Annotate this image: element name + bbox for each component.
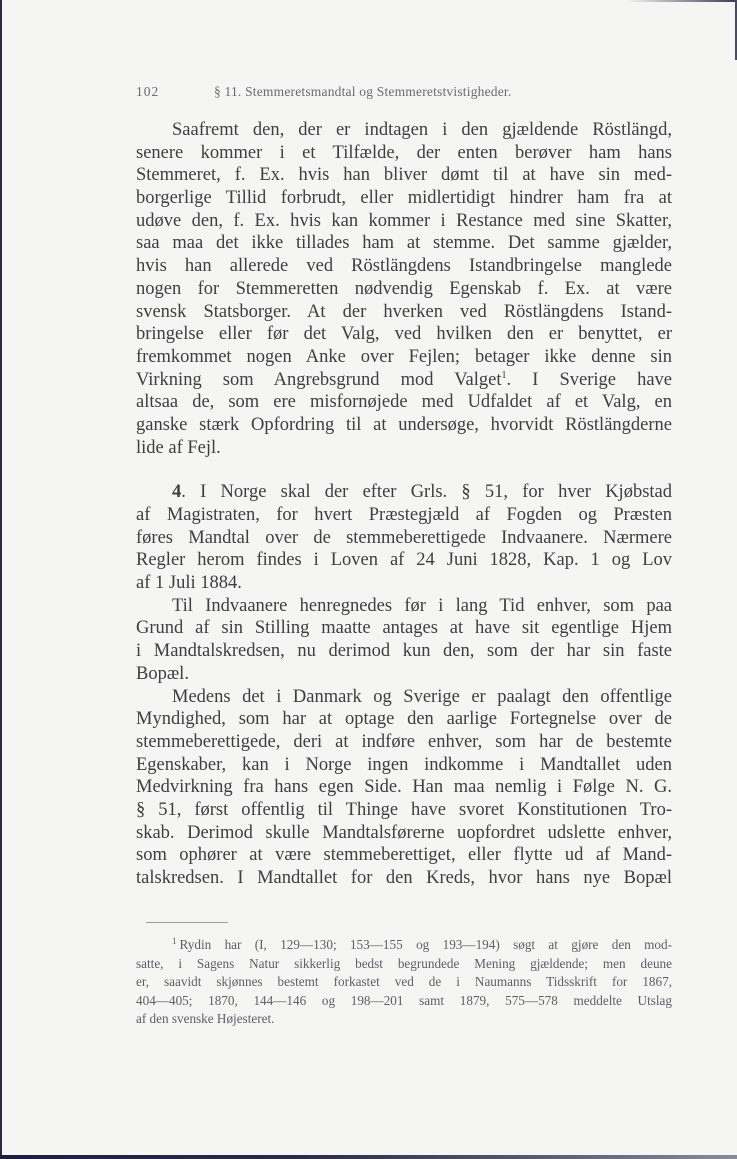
- footnote-line: [136, 936, 672, 955]
- text-line: Regler herom findes i Loven af 24 Juni 1828, Kap. 1 og Lov: [136, 550, 672, 571]
- text-line: saa maa det ikke tillades ham at stemme. Det samme gjælder,: [136, 233, 672, 254]
- footnote-separator: [146, 922, 228, 923]
- text-segment: Rydin har (I, 129—130; 153—155 og 193—194) søgt at gjøre den mod-: [179, 937, 672, 952]
- running-title: § 11. Stemmeretsmandtal og Stemmeretstvistigheder.: [214, 84, 512, 99]
- text-line: føres Mandtal over de stemmeberettigede Indvaanere. Nærmere: [136, 527, 672, 548]
- text-segment: . I Norge skal der efter Grls. § 51, for hver Kjøbstad: [181, 482, 672, 503]
- text-segment: Virkning som Angrebsgrund mod Valget: [136, 369, 502, 390]
- text-line: hvis han allerede ved Röstlängdens Istandbringelse manglede: [136, 256, 672, 277]
- text-line: altsaa de, som ere misfornøjede med Udfaldet af et Valg, en: [136, 392, 672, 413]
- text-line: som ophører at være stemmeberettiget, eller flytte ud af Mand-: [136, 845, 672, 866]
- paragraph-3: [136, 595, 672, 686]
- text-line: udøve den, f. Ex. hvis kan kommer i Restance med sine Skatter,: [136, 210, 672, 231]
- text-line: af Magistraten, for hvert Præstegjæld af Fogden og Præsten: [136, 505, 672, 525]
- page-edge-bottom: [0, 1155, 737, 1159]
- footnote-marker: 1: [172, 936, 177, 946]
- page-edge-top: [0, 0, 737, 2]
- text-line: talskredsen. I Mandtallet for den Kreds, hvor hans nye Bopæl: [136, 868, 672, 888]
- text-line: af 1 Juli 1884.: [136, 573, 242, 594]
- text-line: svensk Statsborger. At der hverken ved Röstlängdens Istand-: [136, 301, 672, 322]
- text-line: nogen for Stemmeretten nødvendig Egenskab f. Ex. at være: [136, 278, 672, 299]
- text-line: Til Indvaanere henregnedes før i lang Tid enhver, som paa: [172, 595, 672, 616]
- text-line-with-section-number: [136, 481, 672, 504]
- text-line-with-footnote: [136, 369, 672, 392]
- footnotes: [136, 936, 672, 1029]
- text-line: i Mandtalskredsen, nu derimod kun den, som der har sin faste: [136, 641, 672, 662]
- footnote-line: er, saavidt skjønnes bestemt forkastet ved de i Naumanns Tidsskrift for 1867,: [136, 974, 672, 990]
- footnote-ref-1[interactable]: 1: [501, 369, 507, 381]
- text-line: senere kommer i et Tilfælde, der enten berøver ham hans: [136, 142, 672, 163]
- paragraph-1: [136, 119, 672, 459]
- footnote-line: 404—405; 1870, 144—146 og 198—201 samt 1879, 575—578 meddelte Utslag: [136, 992, 672, 1008]
- text-line: skab. Derimod skulle Mandtalsførerne uopfordret udslette enhver,: [136, 822, 672, 843]
- text-line: Medvirkning fra hans egen Side. Han maa nemlig i Følge N. G.: [136, 777, 672, 798]
- text-line: Medens det i Danmark og Sverige er paalagt den offentlige: [172, 686, 672, 707]
- text-line: fremkommet nogen Anke over Fejlen; betager ikke denne sin: [136, 346, 672, 367]
- text-line: stemmeberettigede, deri at indføre enhver, som har de bestemte: [136, 731, 672, 752]
- footnote-line: af den svenske Højesteret.: [136, 1011, 275, 1027]
- text-line: Egenskaber, kan i Norge ingen indkomme i Mandtallet uden: [136, 754, 672, 775]
- main-text: [136, 119, 672, 890]
- footnote-1: [136, 936, 672, 1029]
- text-line: Stemmeret, f. Ex. hvis han bliver dømt til at have sin med-: [136, 165, 672, 186]
- footnote-line: satte, i Sagens Natur sikkerlig bedst begrundede Mening gjældende; men deune: [136, 955, 672, 971]
- text-line: lide af Fejl.: [136, 437, 221, 458]
- paragraph-2: [136, 481, 672, 594]
- running-head: [136, 84, 596, 104]
- text-line: Saafremt den, der er indtagen i den gjældende Röstlängd,: [172, 120, 672, 140]
- page-number: 102: [136, 84, 160, 99]
- text-line: Grund af sin Stilling maatte antages at have sit egentlige Hjem: [136, 618, 672, 639]
- text-line: ganske stærk Opfordring til at undersøge, hvorvidt Röstlängderne: [136, 414, 672, 435]
- text-line: § 51, først offentlig til Thinge have svoret Konstitutionen Tro-: [136, 799, 672, 820]
- text-line: bringelse eller før det Valg, ved hvilken den er benyttet, er: [136, 324, 672, 345]
- section-number: 4: [172, 482, 182, 503]
- paragraph-gap: [136, 459, 672, 481]
- text-line: Myndighed, som har at optage den aarlige Fortegnelse over de: [136, 709, 672, 730]
- text-line: Bopæl.: [136, 663, 189, 684]
- paragraph-4: [136, 686, 672, 890]
- text-line: borgerlige Tillid forbrudt, eller midlertidigt hindrer ham fra at: [136, 188, 672, 209]
- page-edge-left: [0, 0, 2, 1159]
- text-segment: . I Sverige have: [506, 369, 672, 390]
